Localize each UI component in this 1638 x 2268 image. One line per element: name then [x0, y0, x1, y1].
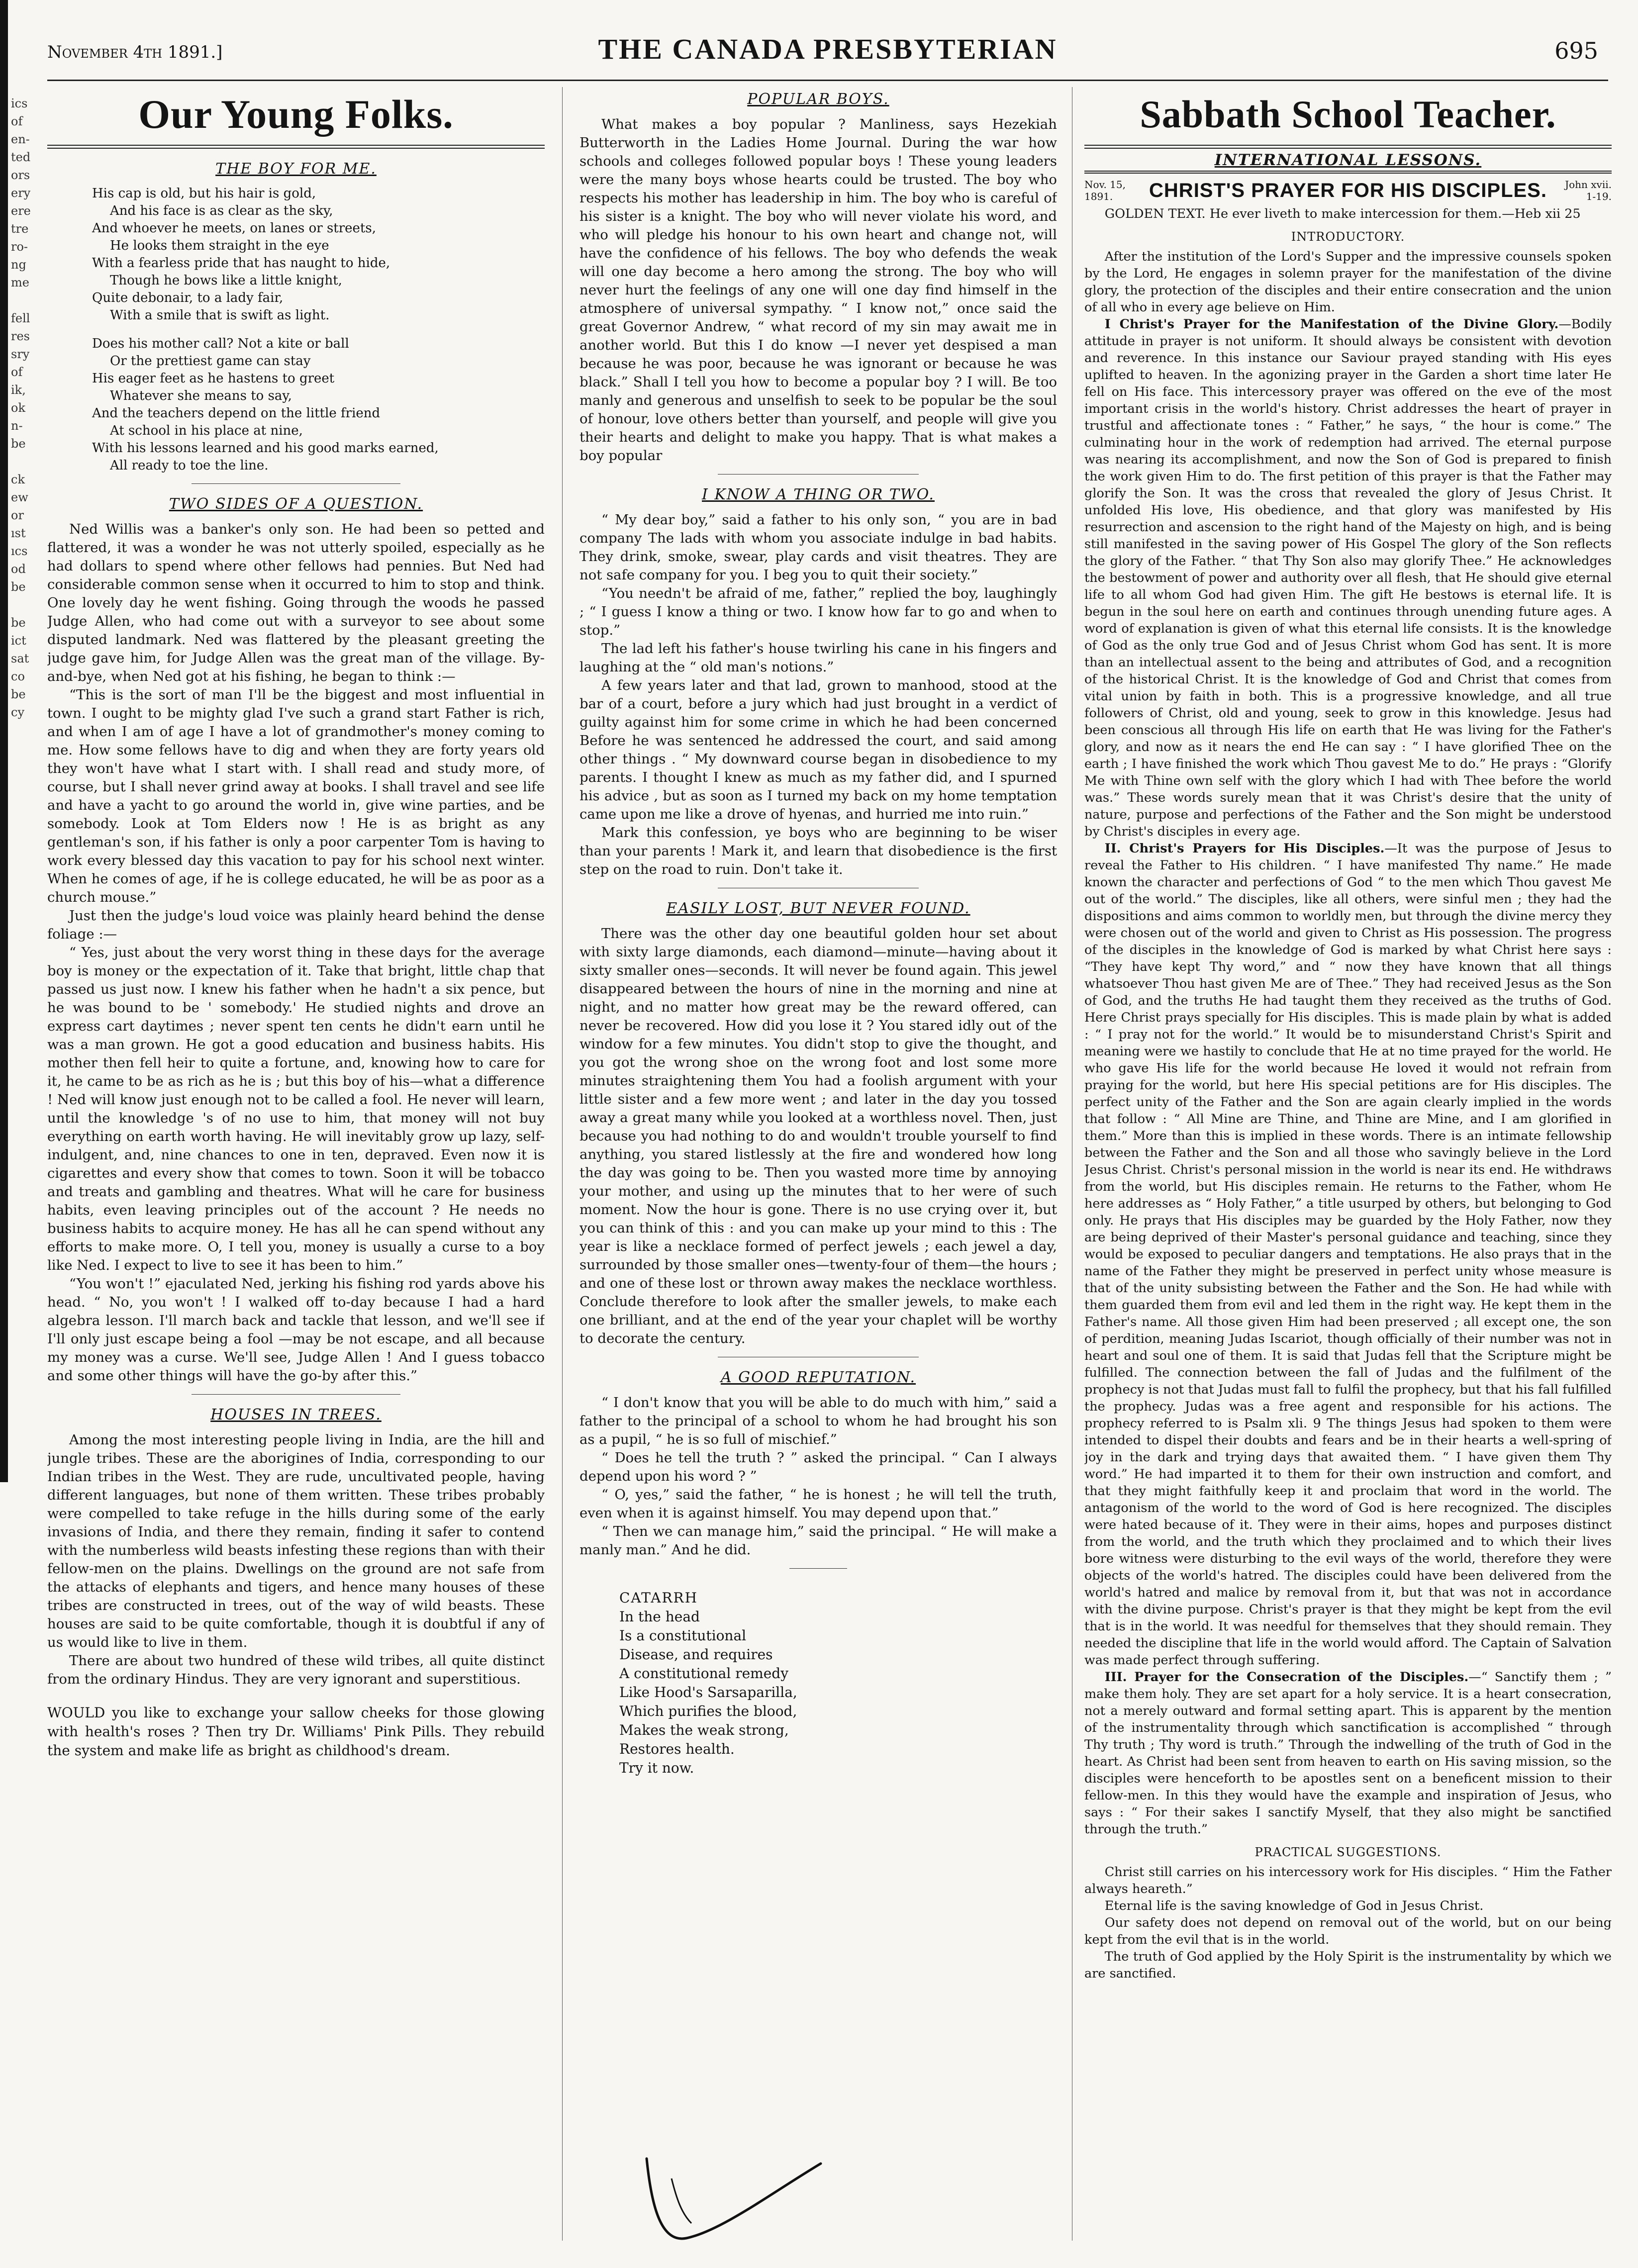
margin-text-fragments — [11, 94, 38, 721]
column-divider — [562, 87, 563, 2241]
section-label: INTRODUCTORY. — [1291, 230, 1405, 244]
paragraph: Ned Willis was a banker's only son. He had been so petted and flattered, it was a wonder he was not utterly spoiled, especially as he had dollars to spend where other fellows had pennies. But Ned had considerable common sense when it occurred to him to stop and think. One lovely day he went fishing. Going through the woods he passed Judge Allen, who had come out with a surveyor to see about some disputed landmark. Ned was flattered by the pleasant greeting the judge gave him, for Judge Allen was the great man of the village. By-and-bye, when Ned got at his fishing, he began to think :— — [47, 521, 545, 684]
paragraph: “ Yes, just about the very worst thing in these days for the average boy is money or the expectation of it. Take that bright, little chap that passed us just now. I knew his father when he hadn't a six pence, but he was bound to be ' somebody.' He studied nights and drove an express cart daytimes ; never spent ten cents he didn't earn until he was a man grown. He got a good education and business habits. His mother then fell heir to quite a fortune, and, knowing how to care for it, he came to be as rich as he is ; but this boy of his—what a difference ! Ned will know just enough not to be called a fool. He never will learn, until the knowledge 's of no use to him, that money will not buy everything on earth worth having. He will inevitably grow up lazy, self-indulgent, and, nine chances to one in ten, depraved. Even now it is cigarettes and every show that comes to town. Soon it will be tobacco and treats and gambling and theatres. What will he care for business habits, even leaving principles out of the account ? He needs no business habits to acquire money. He has all he can spend without any efforts to make more. O, I tell you, money is usually a curse to a boy like Ned. I expect to live to see it has been to him.” — [47, 945, 545, 1273]
margin-fragment: be — [11, 687, 26, 701]
margin-fragment: ted — [11, 150, 31, 164]
article-title: I KNOW A THING OR TWO. — [702, 486, 935, 503]
section-banner: Sabbath School Teacher. — [1140, 93, 1556, 136]
poem-line: All ready to toe the line. — [110, 458, 269, 473]
margin-fragment: ics — [11, 96, 28, 110]
article-body — [579, 511, 1057, 879]
margin-fragment: ew — [11, 490, 28, 504]
paragraph: Christ still carries on his intercessory work for His disciples. “ Him the Father always heareth.” — [1084, 1865, 1612, 1896]
margin-fragment: ors — [11, 168, 30, 182]
margin-fragment: ict — [11, 634, 26, 648]
issue-date: November 4th 1891.] — [47, 42, 223, 62]
article-body — [579, 1394, 1057, 1559]
page-number: 695 — [1554, 37, 1598, 64]
margin-fragment: ik, — [11, 383, 26, 397]
golden-text: GOLDEN TEXT. He ever liveth to make intercession for them.—Heb xii 25 — [1104, 206, 1581, 221]
paragraph: The truth of God applied by the Holy Spirit is the instrumentality by which we are sanctified. — [1084, 1949, 1612, 1981]
margin-fragment: ıcs — [11, 544, 28, 558]
poem — [92, 185, 545, 474]
advert-line: Like Hood's Sarsaparilla, — [619, 1684, 797, 1701]
poem-line: With a smile that is swift as light. — [110, 308, 330, 323]
article-title: THE BOY FOR ME. — [215, 160, 377, 178]
paragraph: Mark this confession, ye boys who are beginning to be wiser than your parents ! Mark it, and learn that disobedience is the first step on the road to ruin. Don't take it. — [579, 825, 1057, 877]
poem-line: At school in his place at nine, — [110, 423, 303, 438]
paragraph: “This is the sort of man I'll be the biggest and most influential in town. I ought to be mighty glad I've such a grand start Father is rich, and when I am of age I have a lot of grandmother's money coming to me. How some fellows have to dig and when they are forty years old they won't have what I start with. I shall read and study more, of course, but I shall never grind away at books. I shall travel and see life and have a yacht to go around the world in, give wine parties, and be somebody. Look at Tom Elders now ! He is as bright as any gentleman's son, if his father is only a poor carpenter Tom is having to work every blessed day this vacation to pay for his school next winter. When he comes of age, if he is college educated, he will be as poor as a church mouse.” — [47, 687, 545, 905]
paragraph: “ O, yes,” said the father, “ he is honest ; he will tell the truth, even when it is against himself. You may depend upon that.” — [579, 1487, 1057, 1521]
separator — [192, 483, 400, 484]
margin-fragment: sat — [11, 652, 29, 665]
masthead-rule — [47, 80, 1608, 81]
margin-fragment: tre — [11, 222, 29, 236]
margin-fragment: ro- — [11, 240, 28, 254]
margin-fragment: be — [11, 437, 26, 451]
lesson-section — [1084, 1669, 1612, 1838]
margin-fragment — [11, 453, 38, 471]
poem-line: With his lessons learned and his good marks earned, — [92, 441, 439, 456]
article-body — [47, 1431, 545, 1689]
paragraph: What makes a boy popular ? Manliness, says Hezekiah Butterworth in the Ladies Home Journal. During the war how schools and colleges followed popular boys ! These young leaders were the many boys whose hearts could be trusted. The boy who respects his mother has leadership in him. The boy who is careful of his sister is a knight. The boy who will never violate his word, and who will pledge his honour to his own heart and change not, will have the confidence of his fellows. The boy who defends the weak will one day become a hero among the strong. The boy who will never hurt the feelings of any one will one day find himself in the atmosphere of universal sympathy. “ I know not,” once said the great Governor Andrew, “ what record of my sin may await me in another world. But this I do know —I never yet despised a man because he was poor, because he was ignorant or because he was black.” Shall I tell you how to become a popular boy ? I will. Be too manly and generous and unselfish to seek to be popular be the soul of honour, love others better than yourself, and people will give you their hearts and delight to make you happy. That is what makes a boy popular — [579, 116, 1057, 464]
section-text: —Bodily attitude in prayer is not uniform. It should always be consistent with devotion and reverence. In this instance our Saviour prayed standing with His eyes uplifted to heaven. In the agonizing prayer in the Garden a short time later He fell on His face. This intercessory prayer was offered on the eve of the most important crisis in the world's history. Christ addresses the heart of prayer in trustful and affectionate tones : “ Father,” he says, “ the hour is come.” The culminating hour in the work of redemption had arrived. The eternal purpose was nearing its accomplishment, and now the Son of God is prepared to finish the work given Him to do. The first petition of this prayer is that the Father may glorify the Son. It was the cross that revealed the glory of Jesus Christ. It unfolded His love, His obedience, and that glory was manifested by His resurrection and ascension to the right hand of the Majesty on high, and is being still manifested in the saving power of His Gospel The glory of the Son reflects the glory of the Father. “ that Thy Son also may glorify Thee.” He acknowledges the bestowment of power and authority over all flesh, that He should give eternal life to all whom God had given Him. The gift He bestows is eternal life. It is begun in the soul here on earth and continues through unending future ages. A word of explanation is given of what this eternal life consists. It is the knowledge of God as the only true God and of Jesus Christ whom God has sent. It is more than an intellectual assent to the being and attributes of God, and a recognition of the historical Christ. It is the knowledge of God and Christ that comes from vital union by faith in both. This is a progressive knowledge, and all true followers of Christ, old and young, seek to grow in this knowledge. Jesus had been conscious all through His life on earth that He was living for the Father's glory, and now as it nears the end He can say : “ I have glorified Thee on the earth ; I have finished the work which Thou gavest Me to do.” He prays : “Glorify Me with Thine own self with the glory which I had with Thee before the world was.” These words surely mean that it was Christ's desire that the unity of nature, purpose and perfections of the Father and the Son might be understood by Christ's disciples in every age. — [1084, 317, 1612, 839]
margin-fragment: be — [11, 580, 26, 594]
poem-line: And his face is as clear as the sky, — [110, 203, 333, 218]
paragraph: “ Does he tell the truth ? ” asked the principal. “ Can I always depend upon his word ? ” — [579, 1450, 1057, 1484]
section-heading: II. Christ's Prayers for His Disciples. — [1104, 841, 1385, 856]
margin-fragment: n- — [11, 419, 23, 433]
advert-text: WOULD you like to exchange your sallow cheeks for those glowing with health's roses ? Then try Dr. Williams' Pink Pills. They rebuild the system and make life as bright as childhood's dream. — [47, 1704, 545, 1759]
margin-fragment: sry — [11, 347, 30, 361]
lesson-section — [1084, 316, 1612, 840]
poem-line: His eager feet as he hastens to greet — [92, 371, 335, 386]
column-articles — [579, 87, 1057, 2241]
lesson-date: Nov. 15, 1891. — [1084, 179, 1126, 202]
paragraph: Just then the judge's loud voice was plainly heard behind the dense foliage :— — [47, 908, 545, 942]
poem-line: And whoever he meets, on lanes or streets, — [92, 221, 376, 236]
poem-line: His cap is old, but his hair is gold, — [92, 186, 316, 201]
margin-fragment: of — [11, 114, 23, 128]
section-banner: Our Young Folks. — [138, 92, 454, 137]
margin-fragment: fell — [11, 311, 30, 325]
advert-line: Is a constitutional — [619, 1627, 747, 1644]
poem-line: Though he bows like a little knight, — [110, 273, 342, 288]
margin-fragment: co — [11, 669, 25, 683]
advert-line: Restores health. — [619, 1741, 735, 1757]
advert-line: Which purifies the blood, — [619, 1703, 797, 1719]
margin-fragment — [11, 596, 38, 614]
paragraph: Our safety does not depend on removal out of the world, but on our being kept from the evil that is in the world. — [1084, 1915, 1612, 1947]
article-body — [579, 115, 1057, 465]
article-title: A GOOD REPUTATION. — [720, 1369, 916, 1386]
margin-fragment: od — [11, 562, 26, 576]
column-young-folks — [47, 87, 545, 2241]
lessons-subhead: INTERNATIONAL LESSONS. — [1214, 151, 1482, 169]
poem-line: He looks them straight in the eye — [110, 238, 329, 253]
paragraph: “ Then we can manage him,” said the principal. “ He will make a manly man.” And he did. — [579, 1523, 1057, 1558]
paragraph: There was the other day one beautiful golden hour set about with sixty large diamonds, each diamond—minute—having about it sixty smaller ones—seconds. It will never be found again. This jewel disappeared between the hours of nine in the morning and nine at night, and no matter how great may be the reward offered, can never be recovered. How did you lose it ? You stared idly out of the window for a few minutes. You didn't stop to give the thought, and you got the wrong shoe on the wrong foot and lost some more minutes straightening them You had a foolish argument with your little sister and a few more went ; and later in the day you tossed away a great many while you looked at a worthless novel. Then, just because you had nothing to do and wouldn't trouble yourself to find anything, you stared listlessly at the fire and wondered how long the day was going to be. Then you wasted more time by annoying your mother, and using up the minutes that to her were of such moment. Now the hour is gone. There is no use crying over it, but you can think of this : and you can make up your mind to this : The year is like a necklace formed of perfect jewels ; each jewel a day, surrounded by those smaller ones—twenty-four of them—the hours ; and one of these lost or thrown away makes the necklace worthless. Conclude therefore to look after the smaller jewels, to make each one brilliant, and at the end of the year your chaplet will be worthy to decorate the century. — [579, 926, 1057, 1346]
article-body — [47, 520, 545, 1385]
margin-fragment: res — [11, 329, 30, 343]
paragraph: “You needn't be afraid of me, father,” replied the boy, laughingly ; “ I guess I know a thing or two. I know how far to go and when to stop.” — [579, 585, 1057, 638]
separator — [789, 1568, 847, 1569]
lesson-reference: John xvii. 1-19. — [1565, 179, 1612, 202]
margin-fragment: be — [11, 616, 26, 630]
margin-fragment: ng — [11, 258, 26, 272]
paragraph: There are about two hundred of these wild tribes, all quite distinct from the ordinary Hindus. They are very ignorant and superstitious. — [47, 1653, 545, 1687]
poem-line: With a fearless pride that has naught to hide, — [92, 256, 390, 271]
column-sabbath-school — [1084, 87, 1612, 2241]
margin-fragment: me — [11, 276, 29, 289]
section-heading: I Christ's Prayer for the Manifestation of the Divine Glory. — [1104, 317, 1559, 332]
section-heading: III. Prayer for the Consecration of the Disciples. — [1104, 1670, 1469, 1685]
advert-line: In the head — [619, 1608, 700, 1625]
margin-fragment: or — [11, 508, 24, 522]
margin-fragment: en- — [11, 132, 30, 146]
pen-scribble-mark — [642, 2149, 831, 2248]
margin-fragment: of — [11, 365, 23, 379]
article-title: EASILY LOST, BUT NEVER FOUND. — [666, 900, 970, 917]
paragraph: A few years later and that lad, grown to manhood, stood at the bar of a court, before a jury which had just brought in a verdict of guilty against him for some crime in which he had been concerned Before he was sentenced he addressed the court, and said among other things . “ My downward course began in disobedience to my parents. I thought I knew as much as my father did, and I spurned his advice , but as soon as I turned my back on my home temptation came upon me like a drove of hyenas, and hurried me into ruin.” — [579, 677, 1057, 822]
scan-edge-strip — [0, 0, 8, 1482]
paragraph: After the institution of the Lord's Supper and the impressive counsels spoken by the Lord, He engages in solemn prayer for the manifestation of the divine glory, the protection of the disciples and their entire consecration and the union of all who in every age believe on Him. — [1084, 249, 1612, 315]
newspaper-title: THE CANADA PRESBYTERIAN — [598, 33, 1058, 65]
poem-line: And the teachers depend on the little friend — [92, 406, 381, 421]
article-title: TWO SIDES OF A QUESTION. — [169, 495, 423, 513]
poem-line: Or the prettiest game can stay — [110, 354, 311, 369]
catarrh-advert — [619, 1589, 1057, 1778]
margin-fragment: ere — [11, 204, 31, 218]
lesson-header — [1084, 179, 1612, 202]
poem-line: Whatever she means to say, — [110, 388, 292, 403]
margin-fragment — [11, 291, 38, 309]
margin-fragment: ıst — [11, 526, 26, 540]
subhead-rule — [1084, 171, 1612, 174]
poem-line: Does his mother call? Not a kite or ball — [92, 336, 349, 351]
paragraph: “You won't !” ejaculated Ned, jerking his fishing rod yards above his head. “ No, you won't ! I walked off to-day because I had a hard algebra lesson. I'll march back and tackle that lesson, and we'll see if I'll only just escape being a fool —may be not escape, and all because my money was a curse. We'll see, Judge Allen ! And I guess tobacco and some other things will have the go-by after this.” — [47, 1276, 545, 1384]
poem-line: Quite debonair, to a lady fair, — [92, 290, 284, 305]
advert-line: Makes the weak strong, — [619, 1722, 789, 1738]
banner-rule — [47, 145, 545, 149]
margin-fragment: cy — [11, 705, 24, 719]
advert-line: CATARRH — [619, 1590, 698, 1606]
paragraph: Among the most interesting people living in India, are the hill and jungle tribes. These are the aborigines of India, corresponding to our Indian tribes in the West. They are rude, uncultivated people, having different languages, but none of them written. These tribes probably were compelled to take refuge in the hills during some of the early invasions of India, and there they remain, finding it safer to contend with the numberless wild beasts infesting these regions than with their fellow-men on the plains. Dwellings on the ground are not safe from the attacks of elephants and tigers, and hence many houses of these tribes are constructed in trees, out of the way of wild beasts. These houses are said to be quite comfortable, though it is doubtful if any of us would like to live in them. — [47, 1432, 545, 1650]
lesson-section — [1084, 840, 1612, 1669]
paragraph: “ My dear boy,” said a father to his only son, “ you are in bad company The lads with whom you associate indulge in bad habits. They drink, smoke, swear, play cards and visit theatres. They are not safe company for you. I beg you to quit their society.” — [579, 512, 1057, 583]
masthead — [47, 27, 1608, 77]
banner-rule — [1084, 145, 1612, 149]
margin-fragment: ck — [11, 472, 25, 486]
margin-fragment: ery — [11, 186, 31, 200]
paragraph: “ I don't know that you will be able to do much with him,” said a father to the principal of a school to whom he had brought his son as a pupil, “ he is so full of mischief.” — [579, 1395, 1057, 1447]
section-text: —“ Sanctify them ; ” make them holy. They are set apart for a holy service. It is a heart consecration, not a merely outward and formal setting apart. This is apparent by the mention of the instrumentality through which sanctification is accomplished “ through Thy truth ; Thy word is truth.” Through the indwelling of the truth of God in the heart. As Christ had been sent from heaven to earth on His saving mission, so the disciples were henceforth to be apostles sent on a beneficent mission to their fellow-men. In this they would have the example and inspiration of Jesus, who says : “ For their sakes I sanctify Myself, that they also might be sanctified through the truth.” — [1084, 1670, 1612, 1837]
paragraph: The lad left his father's house twirling his cane in his fingers and laughing at the “ old man's notions.” — [579, 641, 1057, 675]
article-title: POPULAR BOYS. — [747, 91, 889, 108]
article-title: HOUSES IN TREES. — [210, 1406, 382, 1423]
advertisement — [47, 1703, 545, 1760]
paragraph: Eternal life is the saving knowledge of God in Jesus Christ. — [1104, 1898, 1484, 1913]
article-body — [579, 925, 1057, 1348]
section-label: PRACTICAL SUGGESTIONS. — [1254, 1845, 1442, 1859]
separator — [192, 1394, 400, 1395]
section-text: —It was the purpose of Jesus to reveal the Father to His children. “ I have manifested Thy name.” He made known the character and perfections of God “ to the men which Thou gavest Me out of the world.” The disciples, like all others, were sinful men ; they had the dispositions and aims common to worldly men, but through the divine mercy they were chosen out of the world and given to Christ as His possession. The progress of the disciples in the knowledge of God is marked by what Christ here says : “They have kept Thy word,” and “ now they have known that all things whatsoever Thou hast given Me are of Thee.” They had received Jesus as the Son of God, and the truths He had taught them they received as the truths of God. Here Christ prays specially for His disciples. This is made plain by what is added : “ I pray not for the world.” It would be to misunderstand Christ's Spirit and meaning were we hastily to conclude that He at no time prayed for the world. He who gave His life for the world because He loved it would not refrain from praying for the world, but here His special petitions are for His disciples. The perfect unity of the Father and the Son are again clearly implied in the words that follow : “ All Mine are Thine, and Thine are Mine, and I am glorified in them.” More than this is implied in these words. There is an intimate fellowship between the Father and the Son and all those who savingly believe in the Lord Jesus Christ. Christ's personal mission in the world is near its end. He withdraws from the world, but His disciples remain. He returns to the Father, whom He here addresses as “ Holy Father,” a title usurped by others, but belonging to God only. He prays that His disciples may be guarded by the Holy Father, now they are being deprived of their Master's personal guidance and teaching, since they would be exposed to peculiar dangers and temptations. He also prays that in the name of the Father they might be preserved in perfect unity whose measure is that of the unity subsisting between the Father and the Son. He had while with them guarded them from evil and led them in the right way. He kept them in the Father's name. All those given Him had been preserved ; all except one, the son of perdition, meaning Judas Iscariot, though officially of their number was not in heart and soul one of them. It is said that Judas fell that the Scripture might be fulfilled. The connection between the fall of Judas and the fulfilment of the prophecy is not that Judas must fall to fulfil the prophecy, but that his fall fulfilled the prophecy. Judas was a free agent and responsible for his actions. The prophecy referred to is Psalm xli. 9 The things Jesus had spoken to them were intended to dispel their doubts and fears and be in their hearts a well-spring of joy in the dark and trying days that awaited them. “ I have given them Thy word.” He had imparted it to them for their own instruction and comfort, and that they might faithfully keep it and proclaim that word in the world. The antagonism of the world to the word of God is here recognized. The disciples were hated because of it. They were in their aims, hopes and purposes distinct from the world, and the truth which they proclaimed and to which their lives bore witness were disturbing to the evil ways of the world, therefore they were objects of the world's hatred. The disciples could have been delivered from the world's hatred and malice by removal from it, but that was not in accordance with the divine purpose. Christ's prayer is that they might be kept from the evil that is in the world. It was needful for themselves that they should remain. They needed the discipline that life in the world would afford. The Captain of Salvation was made perfect through suffering. — [1084, 841, 1612, 1668]
advert-line: A constitutional remedy — [619, 1665, 789, 1682]
lesson-title: CHRIST'S PRAYER FOR HIS DISCIPLES. — [1149, 180, 1547, 201]
advert-line: Disease, and requires — [619, 1646, 773, 1663]
advert-line: Try it now. — [619, 1760, 694, 1776]
margin-fragment: ok — [11, 401, 25, 415]
